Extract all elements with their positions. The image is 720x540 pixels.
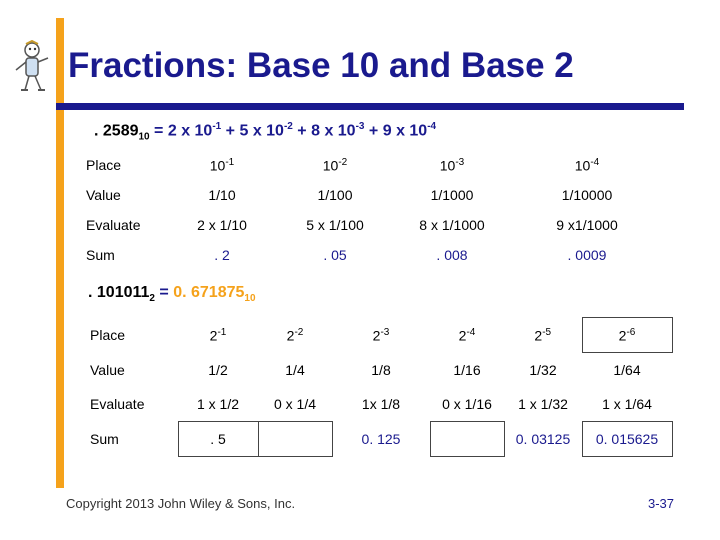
place-exp: -3 [380,326,390,338]
place-exp: -1 [217,326,227,338]
table-row [86,318,672,353]
table-row [82,210,670,240]
mascot-icon [10,40,54,96]
place-cell [270,150,400,180]
value-cell: 1/32 [529,361,557,378]
evaluate-cell: 1 x 1/64 [602,396,652,412]
evaluate-cell: 9 x1/1000 [556,217,618,233]
table-row [86,422,672,457]
place-cell [332,318,430,353]
value-cell: 1/64 [613,362,641,378]
accent-bar [56,18,64,488]
place-cell [178,318,258,353]
row-label: Evaluate [90,396,145,413]
place-base: 2 [372,327,381,344]
row-label: Place [86,157,122,173]
row-label: Place [90,327,126,343]
sum-cell: . 0009 [567,247,607,263]
binary-equation [88,284,256,304]
place-base: 10 [322,157,339,174]
place-cell [174,150,270,180]
place-exp: -6 [626,326,636,338]
place-base: 2 [618,327,627,344]
evaluate-cell: 0 x 1/4 [273,396,317,412]
sum-cell: 0. 03125 [515,431,571,447]
eq2-equals: = [154,284,174,301]
row-label: Sum [90,431,119,447]
evaluate-cell: 1 x 1/32 [518,396,568,413]
value-cell: 1/4 [285,361,305,378]
copyright-footer: Copyright 2013 John Wiley & Sons, Inc. [66,496,296,511]
row-label: Evaluate [86,217,141,233]
sum-cell: 0. 125 [361,431,401,447]
place-base: 10 [209,157,226,174]
place-base: 2 [209,327,218,344]
eq2-lhs: . 101011 [88,284,150,301]
eq1-equals: = [149,122,168,140]
decimal-equation [94,121,436,143]
value-cell: 1/1000 [430,187,474,203]
eq1-term: + 5 x 10 [221,122,284,140]
place-cell [400,150,504,180]
value-cell: 1/16 [453,361,481,378]
value-cell: 1/8 [371,361,391,378]
sum-cell: . 008 [436,247,468,263]
place-exp: -2 [338,156,348,168]
value-cell: 1/100 [317,187,353,203]
sum-cell [430,422,504,457]
evaluate-cell: 0 x 1/16 [442,396,492,412]
sum-cell: 0. 015625 [582,422,672,457]
base10-table [82,150,670,270]
evaluate-cell: 8 x 1/1000 [419,217,485,233]
eq1-term: 2 x 10 [167,122,213,140]
value-cell: 1/10000 [561,187,613,203]
table-row [86,387,672,422]
place-cell [430,318,504,353]
place-cell [504,150,670,180]
row-label: Sum [86,247,115,263]
place-exp: -1 [225,156,235,168]
table-row [86,353,672,388]
eq1-term-exp: -2 [283,121,293,132]
eq2-rhs: 0. 671875 [173,284,245,301]
place-base: 10 [574,157,591,174]
eq1-lhs: . 2589 [94,122,139,140]
place-base: 2 [458,327,467,344]
place-base: 10 [439,157,456,174]
eq1-term-exp: -4 [427,121,437,132]
eq2-rhs-base: 10 [244,293,256,305]
place-base: 2 [286,327,295,344]
eq1-lhs-base: 10 [138,131,150,143]
page-title: Fractions: Base 10 and Base 2 [68,46,574,85]
eq1-term: + 8 x 10 [292,122,356,140]
eq2-lhs-base: 2 [149,293,155,305]
place-exp: -4 [466,326,476,338]
evaluate-cell: 1 x 1/2 [196,396,240,412]
page-number: 3-37 [648,496,675,511]
place-exp: -5 [542,326,552,338]
table-row [82,150,670,180]
place-exp: -3 [455,156,465,168]
value-cell: 1/10 [208,187,236,203]
place-cell [258,318,332,353]
place-cell [582,318,672,353]
place-cell [504,318,582,353]
place-exp: -4 [590,156,600,168]
table-row [82,240,670,270]
row-label: Value [86,187,121,203]
evaluate-cell: 5 x 1/100 [306,217,364,233]
row-label: Value [90,361,125,378]
sum-cell: . 5 [178,422,258,457]
evaluate-cell: 2 x 1/10 [197,217,247,233]
title-rule [56,103,684,110]
sum-cell [258,422,332,457]
evaluate-cell: 1x 1/8 [361,396,401,413]
sum-cell: . 05 [323,247,347,263]
place-base: 2 [534,327,543,344]
eq1-term-exp: -1 [212,121,222,132]
eq1-term: + 9 x 10 [364,122,428,140]
place-exp: -2 [294,326,304,338]
eq1-term-exp: -3 [355,121,365,132]
sum-cell: . 2 [214,247,230,263]
base2-table [86,317,673,457]
table-row [82,180,670,210]
value-cell: 1/2 [208,361,228,378]
